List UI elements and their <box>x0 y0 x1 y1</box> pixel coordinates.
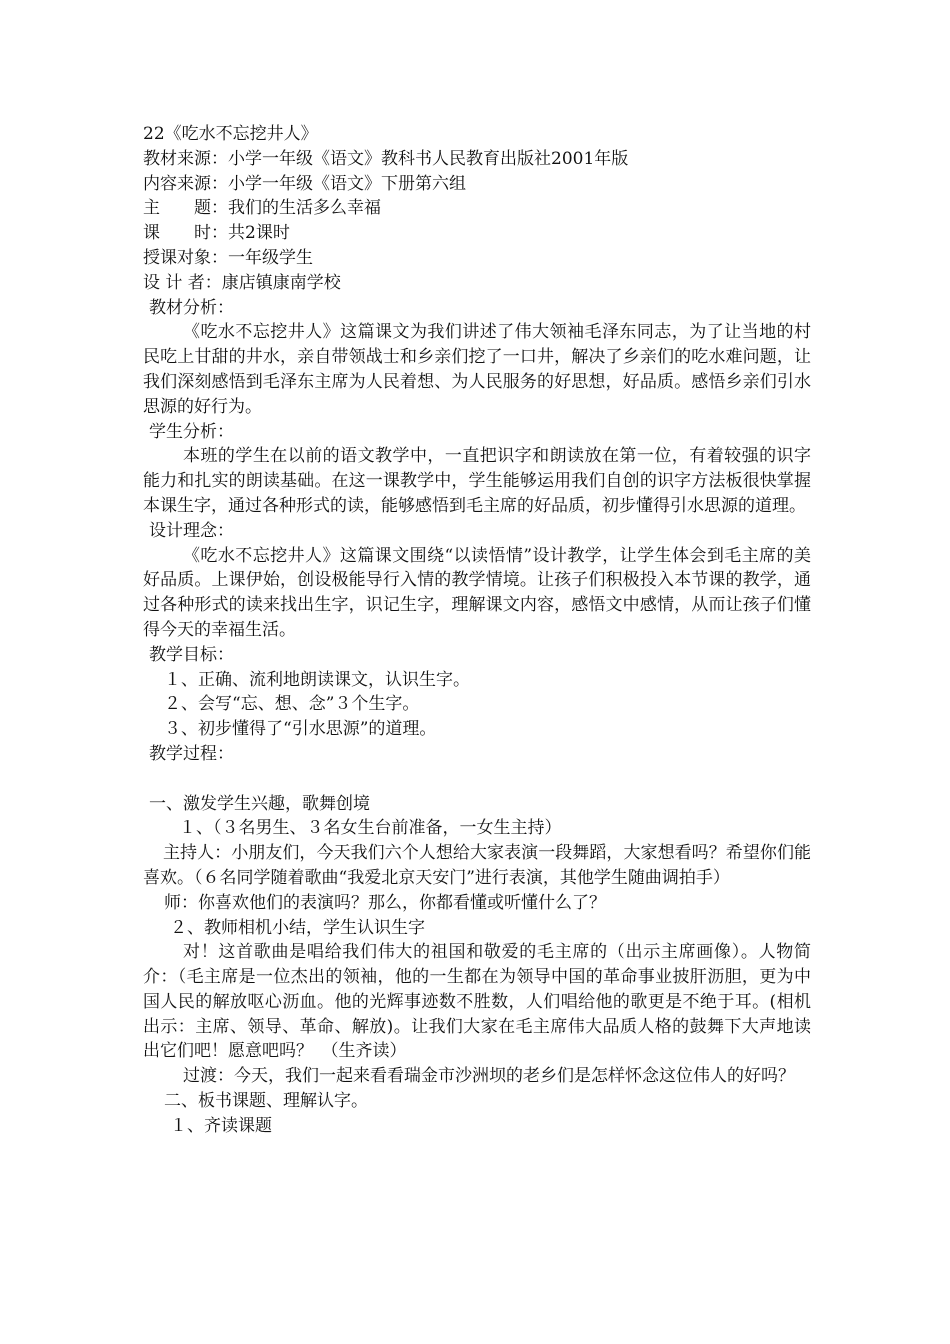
meta-content: 内容来源：小学一年级《语文》下册第六组 <box>143 173 466 194</box>
transition-paragraph: 过渡：今天，我们一起来看看瑞金市沙洲坝的老乡们是怎样怀念这位伟人的好吗？ <box>183 1066 795 1087</box>
host-speech: 主持人：小朋友们，今天我们六个人想给大家表演一段舞蹈，大家想看吗？希望你们能喜欢。（６名同学随着歌曲“我爱北京天安门”进行表演，其他学生随曲调拍手） <box>143 843 811 888</box>
textbook-analysis-body: 《吃水不忘挖井人》这篇课文为我们讲述了伟大领袖毛泽东同志，为了让当地的村民吃上甘甜的井水，亲自带领战士和乡亲们挖了一口井，解决了乡亲们的吃水难问题，让我们深刻感悟到毛泽东主席为人民着想、为人民服务的好思想，好品质。感悟乡亲们引水思源的好行为。 <box>143 322 811 417</box>
meta-theme: 主 题：我们的生活多么幸福 <box>143 198 381 219</box>
meta-audience: 授课对象：一年级学生 <box>143 247 313 268</box>
textbook-analysis-heading: 教材分析： <box>149 297 234 318</box>
step-1: １、（３名男生、３名女生台前准备，一女生主持） <box>179 818 562 839</box>
goal-item: ３、初步懂得了“引水思源”的道理。 <box>164 719 437 740</box>
design-concept-body: 《吃水不忘挖井人》这篇课文围绕“以读悟情”设计教学，让学生体会到毛主席的美好品质。上课伊始，创设极能导行入情的教学情境。让孩子们积极投入本节课的教学，通过各种形式的读来找出生字，识记生字，理解课文内容，感悟文中感情，从而让孩子们懂得今天的幸福生活。 <box>143 545 811 640</box>
document-page <box>143 122 811 1139</box>
teacher-question: 师：你喜欢他们的表演吗？那么，你都看懂或听懂什么了？ <box>164 892 606 913</box>
section-1-title: 一、激发学生兴趣，歌舞创境 <box>149 793 370 814</box>
step-3: １、齐读课题 <box>170 1115 272 1136</box>
blank-line <box>143 767 811 792</box>
process-heading: 教学过程： <box>149 743 234 764</box>
document-title: 22《吃水不忘挖井人》 <box>143 124 318 144</box>
goal-item: ２、会写“忘、想、念”３个生字。 <box>164 694 420 715</box>
summary-paragraph: 对！这首歌曲是唱给我们伟大的祖国和敬爱的毛主席的（出示主席画像）。人物简介：（毛主席是一位杰出的领袖，他的一生都在为领导中国的革命事业披肝沥胆，更为中国人民的解放呕心沥血。他的光辉事迹数不胜数，人们唱给他的歌更是不绝于耳。(相机出示：主席、领导、革命、解放)。让我们大家在毛主席伟大品质人格的鼓舞下大声地读出它们吧！愿意吧吗？ （生齐读） <box>143 942 811 1062</box>
section-2-title: 二、板书课题、理解认字。 <box>164 1091 368 1112</box>
design-concept-heading: 设计理念： <box>149 520 234 541</box>
meta-source: 教材来源：小学一年级《语文》教科书人民教育出版社2001年版 <box>143 148 629 169</box>
meta-designer: 设 计 者：康店镇康南学校 <box>143 272 341 293</box>
student-analysis-heading: 学生分析： <box>149 421 234 442</box>
goal-item: １、正确、流利地朗读课文，认识生字。 <box>164 669 470 690</box>
goals-heading: 教学目标： <box>149 644 234 665</box>
student-analysis-body: 本班的学生在以前的语文教学中，一直把识字和朗读放在第一位，有着较强的识字能力和扎实的朗读基础。在这一课教学中，学生能够运用我们自创的识字方法板很快掌握本课生字，通过各种形式的读，能够感悟到毛主席的好品质，初步懂得引水思源的道理。 <box>143 446 811 516</box>
step-2: ２、教师相机小结，学生认识生字 <box>170 917 425 938</box>
meta-hours: 课 时：共2课时 <box>143 223 290 244</box>
